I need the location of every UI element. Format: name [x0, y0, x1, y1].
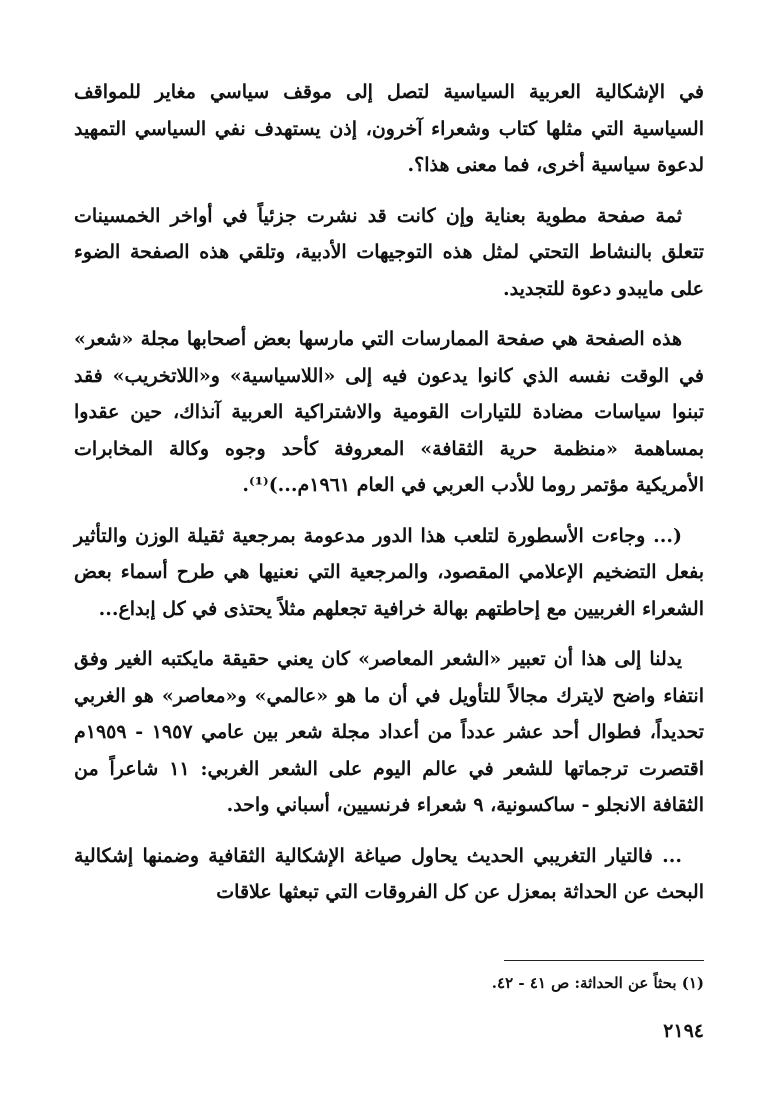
paragraph-2: ثمة صفحة مطوية بعناية وإن كانت قد نشرت جزئياً في أواخر الخمسينات تتعلق بالنشاط التحتي لمثل هذه التوجيهات الأدبية، وتلقي هذه الصفحة الضوء على مايبدو دعوة للتجديد. — [74, 204, 704, 300]
paragraph-4: (... وجاءت الأسطورة لتلعب هذا الدور مدعومة بمرجعية ثقيلة الوزن والتأثير بفعل التضخيم الإعلامي المقصود، والمرجعية التي نعنيها هي طرح أسماء بعض الشعراء الغربيين مع إحاطتهم بهالة خرافية تجعلهم مثلاً يحتذى في كل إبداع... — [74, 524, 704, 620]
footnote-divider — [504, 960, 704, 961]
footnote: (١) بحثاً عن الحداثة: ص ٤١ - ٤٢. — [491, 974, 704, 992]
paragraph-3: هذه الصفحة هي صفحة الممارسات التي مارسها بعض أصحابها مجلة «شعر» في الوقت نفسه الذي كانوا يدعون فيه إلى «اللاسياسية» و«اللاتخريب» فقد تبنوا سياسات مضادة للتيارات القومية والاشتراكية العربية آنذاك، حين عقدوا بمساهمة «منظمة حرية الثقافة» المعروفة كأحد وجوه وكالة المخابرات الأمريكية مؤتمر روما للأدب العربي في العام ١٩٦١م...)⁽¹⁾. — [74, 328, 704, 496]
paragraph-6: ... فالتيار التغريبي الحديث يحاول صياغة الإشكالية الثقافية وضمنها إشكالية البحث عن الحداثة بمعزل عن كل الفروقات التي تبعثها علاقات — [74, 844, 704, 903]
document-page — [74, 62, 704, 1102]
paragraph-5: يدلنا إلى هذا أن تعبير «الشعر المعاصر» كان يعني حقيقة مايكتبه الغير وفق انتفاء واضح لايترك مجالاً للتأويل في أن ما هو «عالمي» و«معاصر» هو الغربي تحديداً، فطوال أحد عشر عدداً من أعداد مجلة شعر بين عامي ١٩٥٧ - ١٩٥٩م اقتصرت ترجماتها للشعر في عالم اليوم على الشعر الغربي: ١١ شاعراً من الثقافة الانجلو - ساكسونية، ٩ شعراء فرنسيين، أسباني واحد. — [74, 648, 704, 816]
paragraph-1: في الإشكالية العربية السياسية لتصل إلى موقف سياسي مغاير للمواقف السياسية التي مثلها كتاب وشعراء آخرون، إذن يستهدف نفي السياسي التمهيد لدعوة سياسية أخرى، فما معنى هذا؟. — [74, 81, 704, 176]
page-number: ٢١٩٤ — [663, 1020, 704, 1042]
